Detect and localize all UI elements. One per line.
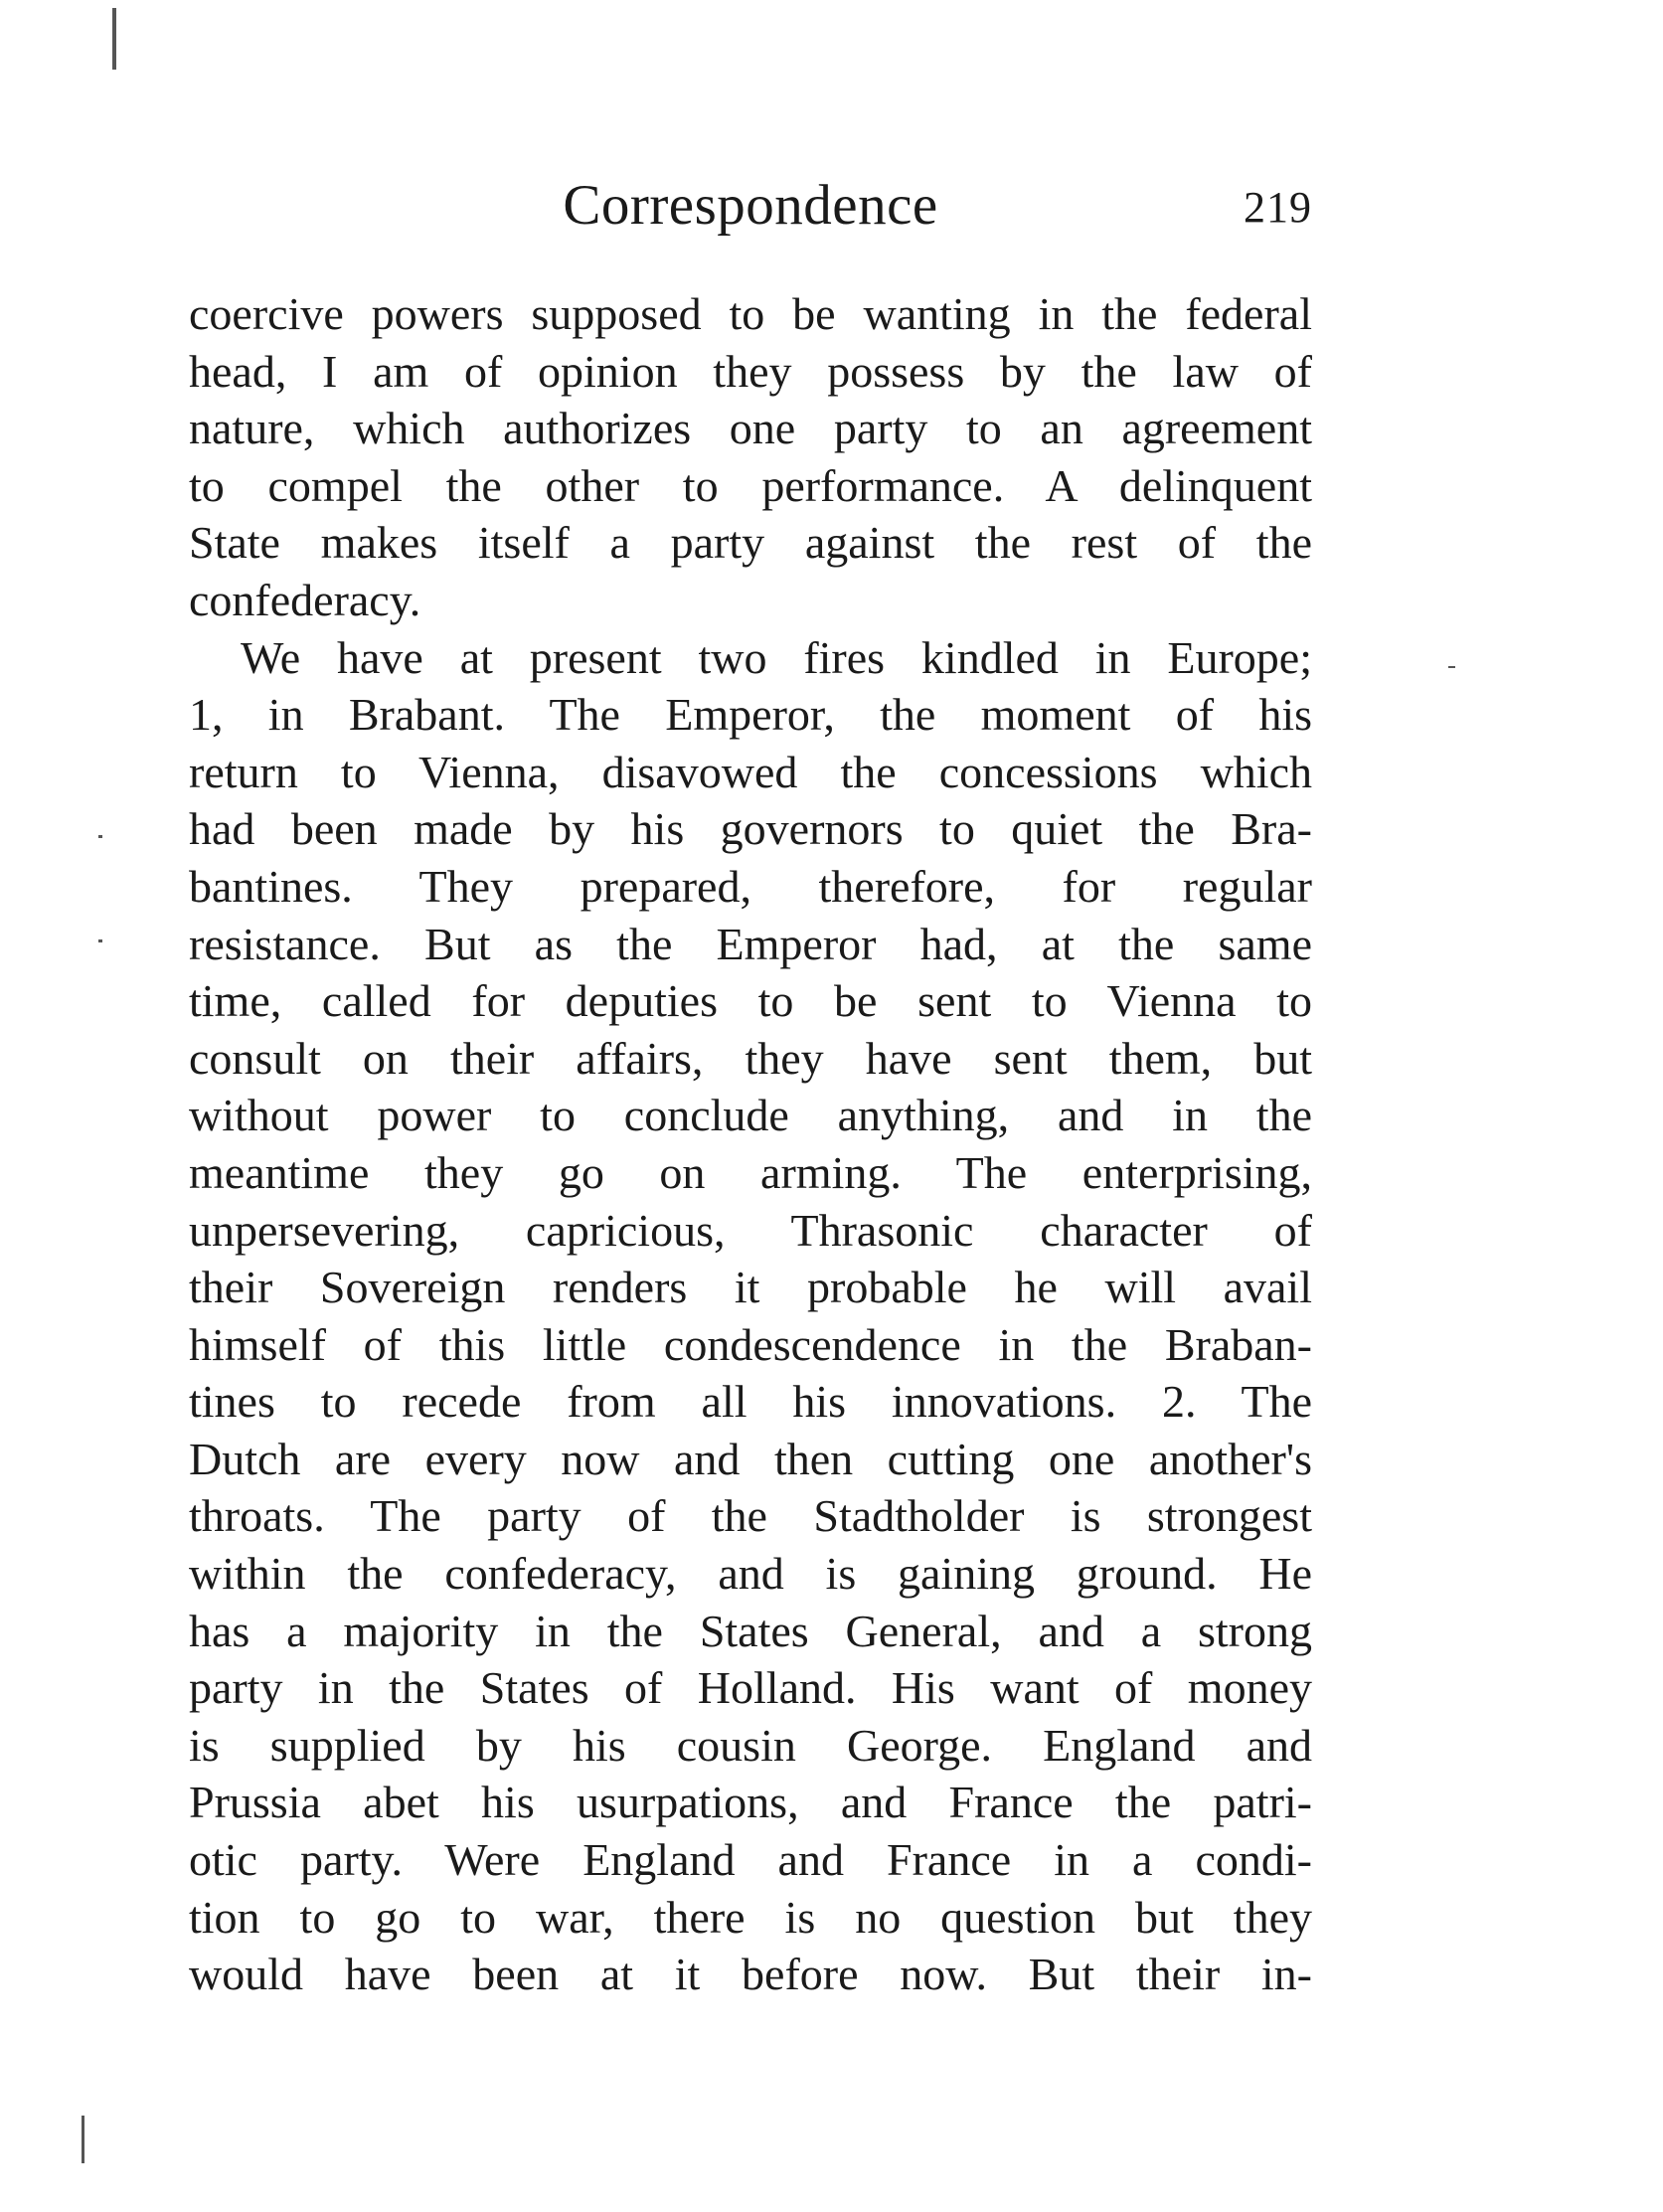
text-line: otic party. Were England and France in a condi- <box>189 1834 1312 1886</box>
text-line: return to Vienna, disavowed the concessions which <box>189 746 1312 797</box>
running-title: Correspondence <box>563 174 938 237</box>
text-line: State makes itself a party against the rest of the <box>189 517 1312 569</box>
text-line: their Sovereign renders it probable he will avail <box>189 1262 1312 1313</box>
text-line: throats. The party of the Stadtholder is strongest <box>189 1490 1312 1542</box>
body-text <box>189 285 1312 2003</box>
text-line: resistance. But as the Emperor had, at the same <box>189 918 1312 969</box>
text-line: without power to conclude anything, and in the <box>189 1090 1312 1141</box>
scan-mark-top <box>112 8 116 70</box>
page-number: 219 <box>1244 183 1312 232</box>
text-line: unpersevering, capricious, Thrasonic character of <box>189 1204 1312 1256</box>
text-line: himself of this little condescendence in the Braban- <box>189 1318 1312 1370</box>
scan-dot-left-2 <box>98 939 102 942</box>
text-line: Prussia abet his usurpations, and France the patri- <box>189 1777 1312 1828</box>
text-line: to compel the other to performance. A delinquent <box>189 459 1312 511</box>
text-line: bantines. They prepared, therefore, for regular <box>189 860 1312 912</box>
scan-dot-right <box>1448 666 1455 668</box>
text-line: had been made by his governors to quiet the Bra- <box>189 803 1312 855</box>
text-line: time, called for deputies to be sent to Vienna to <box>189 975 1312 1027</box>
text-line: We have at present two fires kindled in Europe; <box>241 631 1312 683</box>
scan-dot-left-1 <box>98 835 102 838</box>
text-line: has a majority in the States General, and a strong <box>189 1605 1312 1656</box>
text-line: head, I am of opinion they possess by the law of <box>189 345 1312 397</box>
text-line: 1, in Brabant. The Emperor, the moment of his <box>189 689 1312 741</box>
text-line: meantime they go on arming. The enterprising, <box>189 1146 1312 1198</box>
scan-mark-bottom <box>82 2116 84 2163</box>
text-line: nature, which authorizes one party to an agreement <box>189 403 1312 454</box>
text-line: is supplied by his cousin George. England and <box>189 1719 1312 1771</box>
text-line: coercive powers supposed to be wanting in the federal <box>189 288 1312 339</box>
text-line: Dutch are every now and then cutting one another's <box>189 1433 1312 1484</box>
text-line: would have been at it before now. But their in- <box>189 1949 1312 2000</box>
text-line: tion to go to war, there is no question but they <box>189 1891 1312 1943</box>
text-line: tines to recede from all his innovations. 2. The <box>189 1376 1312 1428</box>
text-line: within the confederacy, and is gaining ground. He <box>189 1548 1312 1600</box>
text-line: confederacy. <box>189 574 421 625</box>
page-header <box>189 171 1312 251</box>
text-line: party in the States of Holland. His want of money <box>189 1662 1312 1714</box>
text-line: consult on their affairs, they have sent them, but <box>189 1032 1312 1084</box>
